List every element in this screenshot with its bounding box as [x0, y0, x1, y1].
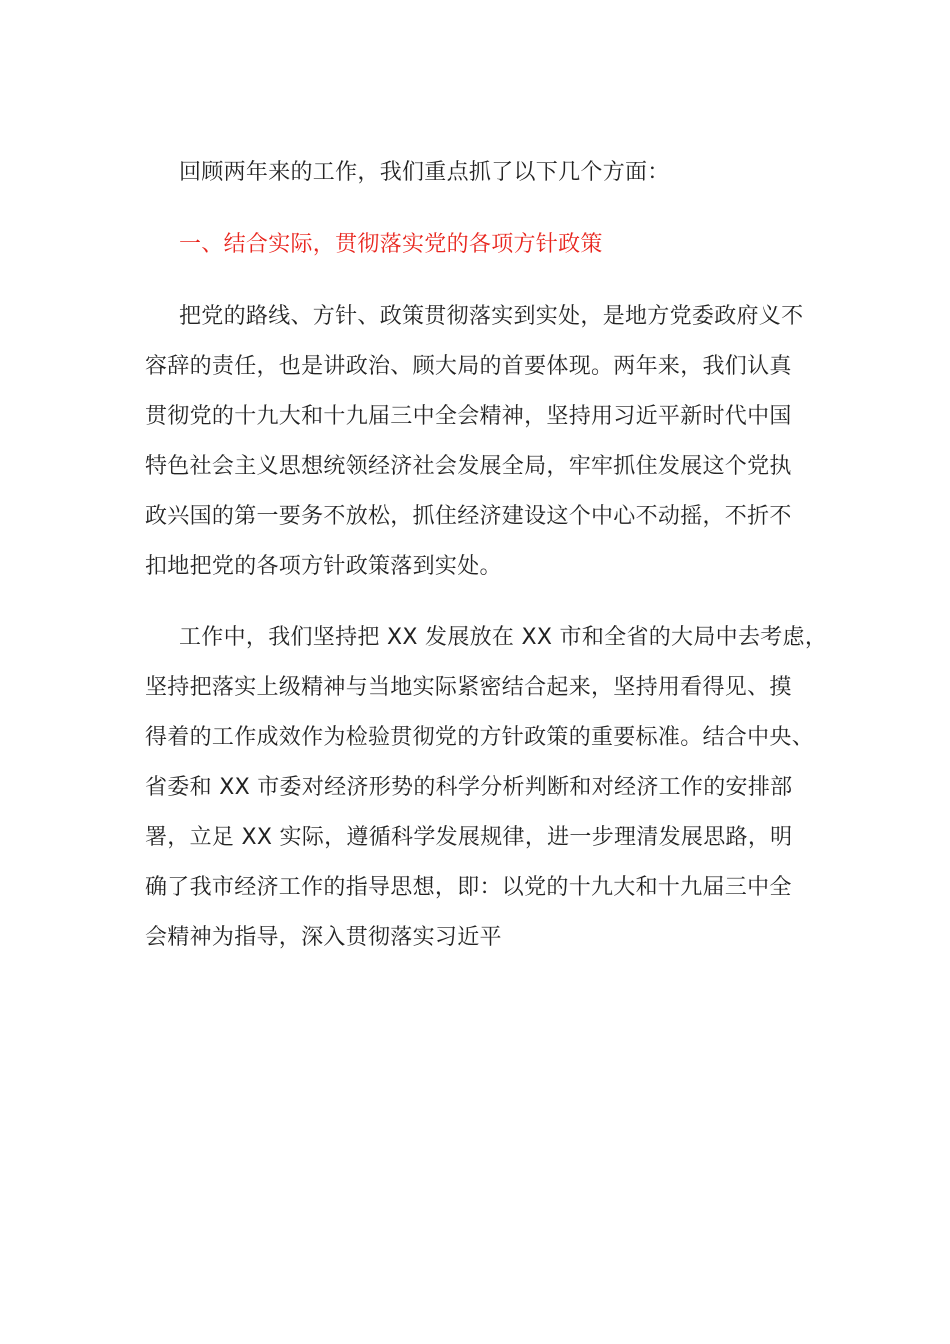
paragraph-line: 把党的路线、方针、政策贯彻落实到实处，是地方党委政府义不: [179, 304, 804, 329]
paragraph-line: 容辞的责任，也是讲政治、顾大局的首要体现。两年来，我们认真: [145, 354, 792, 379]
paragraph-line: 政兴国的第一要务不放松，抓住经济建设这个中心不动摇，不折不: [145, 504, 792, 529]
paragraph-line: 贯彻党的十九大和十九届三中全会精神，坚持用习近平新时代中国: [145, 404, 792, 429]
paragraph-line: 扣地把党的各项方针政策落到实处。: [145, 554, 502, 579]
paragraph-line: 会精神为指导，深入贯彻落实习近平: [145, 925, 502, 950]
section-heading: 一、结合实际，贯彻落实党的各项方针政策: [179, 232, 603, 257]
intro-text: 回顾两年来的工作，我们重点抓了以下几个方面：: [179, 160, 670, 185]
paragraph-line: 署，立足 XX 实际，遵循科学发展规律，进一步理清发展思路，明: [145, 825, 793, 850]
paragraph-line: 得着的工作成效作为检验贯彻党的方针政策的重要标准。结合中央、: [145, 725, 815, 750]
paragraph-line: 坚持把落实上级精神与当地实际紧密结合起来，坚持用看得见、摸: [145, 675, 792, 700]
paragraph-line: 工作中，我们坚持把 XX 发展放在 XX 市和全省的大局中去考虑，: [179, 625, 828, 650]
paragraph-line: 省委和 XX 市委对经济形势的科学分析判断和对经济工作的安排部: [145, 775, 793, 800]
paragraph-line: 确了我市经济工作的指导思想，即：以党的十九大和十九届三中全: [145, 875, 792, 900]
paragraph-line: 特色社会主义思想统领经济社会发展全局，牢牢抓住发展这个党执: [145, 454, 792, 479]
